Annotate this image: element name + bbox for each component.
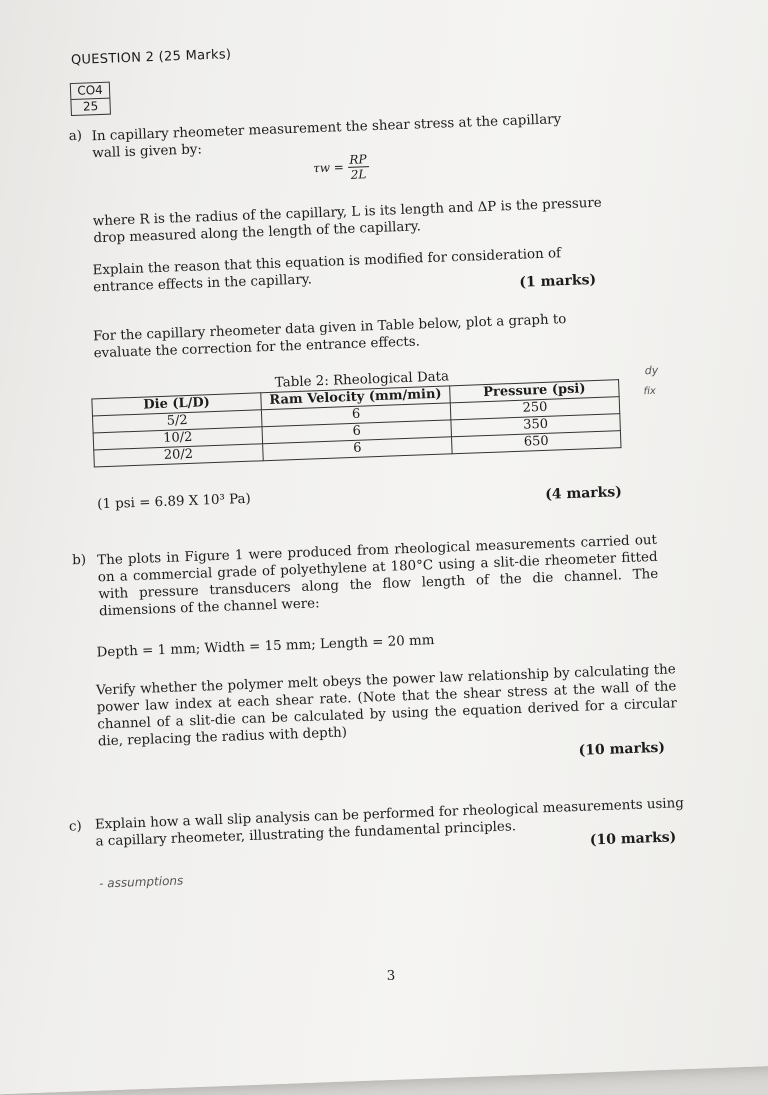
formula-lhs: τw = [312,160,345,176]
part-c-marks: (10 marks) [589,829,677,849]
formula-numerator: RP [347,152,369,168]
course-outcome-box [70,82,111,116]
part-b-verify-text: Verify whether the polymer melt obeys the power law relationship by calculating the power law index at each shear rate. (Note that the shear stress at the wall of the channel of a slit-die can be calculated by using the equation derived for a circular die, replacing the radius with depth) [95,662,678,750]
handwritten-note: - assumptions [98,873,184,891]
part-b-marks: (10 marks) [578,739,666,759]
part-a-intro: In capillary rheometer measurement the shear stress at the capillary wall is given by: [91,112,562,162]
cell-pressure: 250 [450,397,620,420]
part-c-text: Explain how a wall slip analysis can be performed for rheological measurements using a capillary rheometer, illustrating the fundamental principles. [94,796,685,850]
co-code: CO4 [77,82,104,98]
part-a-label: a) [68,128,83,145]
formula-fraction [347,152,369,182]
part-b-dimensions: Depth = 1 mm; Width = 15 mm; Length = 20 mm [96,633,435,661]
table-unit-note: (1 psi = 6.89 X 10³ Pa) [96,491,252,513]
shear-stress-formula [313,152,370,183]
part-b-label: b) [72,552,87,569]
header-ram-velocity: Ram Velocity (mm/min) [261,386,450,410]
part-a-plot-marks: (4 marks) [544,484,623,503]
page-number: 3 [386,968,396,985]
cell-die: 5/2 [92,410,262,433]
header-pressure: Pressure (psi) [450,380,620,403]
cell-ram-velocity: 6 [262,420,451,444]
co-marks: 25 [71,98,110,115]
cell-pressure: 350 [451,414,621,437]
cell-ram-velocity: 6 [261,403,450,427]
cell-die: 10/2 [93,427,263,450]
margin-scribble-2: fix [643,385,657,398]
header-die: Die (L/D) [92,393,262,416]
part-b-text: The plots in Figure 1 were produced from rheological measurements carried out on a commercial grade of polyethylene at 180°C using a slit-die rheometer fitted with pressure transducers along the flow length of the die channel. The dimensions of the channel were: [97,532,659,620]
table-caption: Table 2: Rheological Data [274,369,450,391]
part-a-explain-marks: (1 marks) [519,271,597,291]
cell-die: 20/2 [94,444,264,467]
margin-scribble-1: dy [644,363,659,378]
question-title: QUESTION 2 (25 Marks) [70,47,232,69]
formula-denominator: 2L [350,167,367,182]
cell-ram-velocity: 6 [263,437,452,461]
part-c-label: c) [68,819,83,835]
rheological-data-table [91,379,621,467]
part-a-explain-text: Explain the reason that this equation is modified for consideration of entrance effects in the capillary. [92,246,562,296]
part-a-plot-text: For the capillary rheometer data given in Table below, plot a graph to evaluate the correction for the entrance effects. [92,312,567,362]
part-a-where-text: where R is the radius of the capillary, L is its length and ΔP is the pressure drop measured along the length of the capillary. [92,195,602,247]
cell-pressure: 650 [452,431,622,454]
